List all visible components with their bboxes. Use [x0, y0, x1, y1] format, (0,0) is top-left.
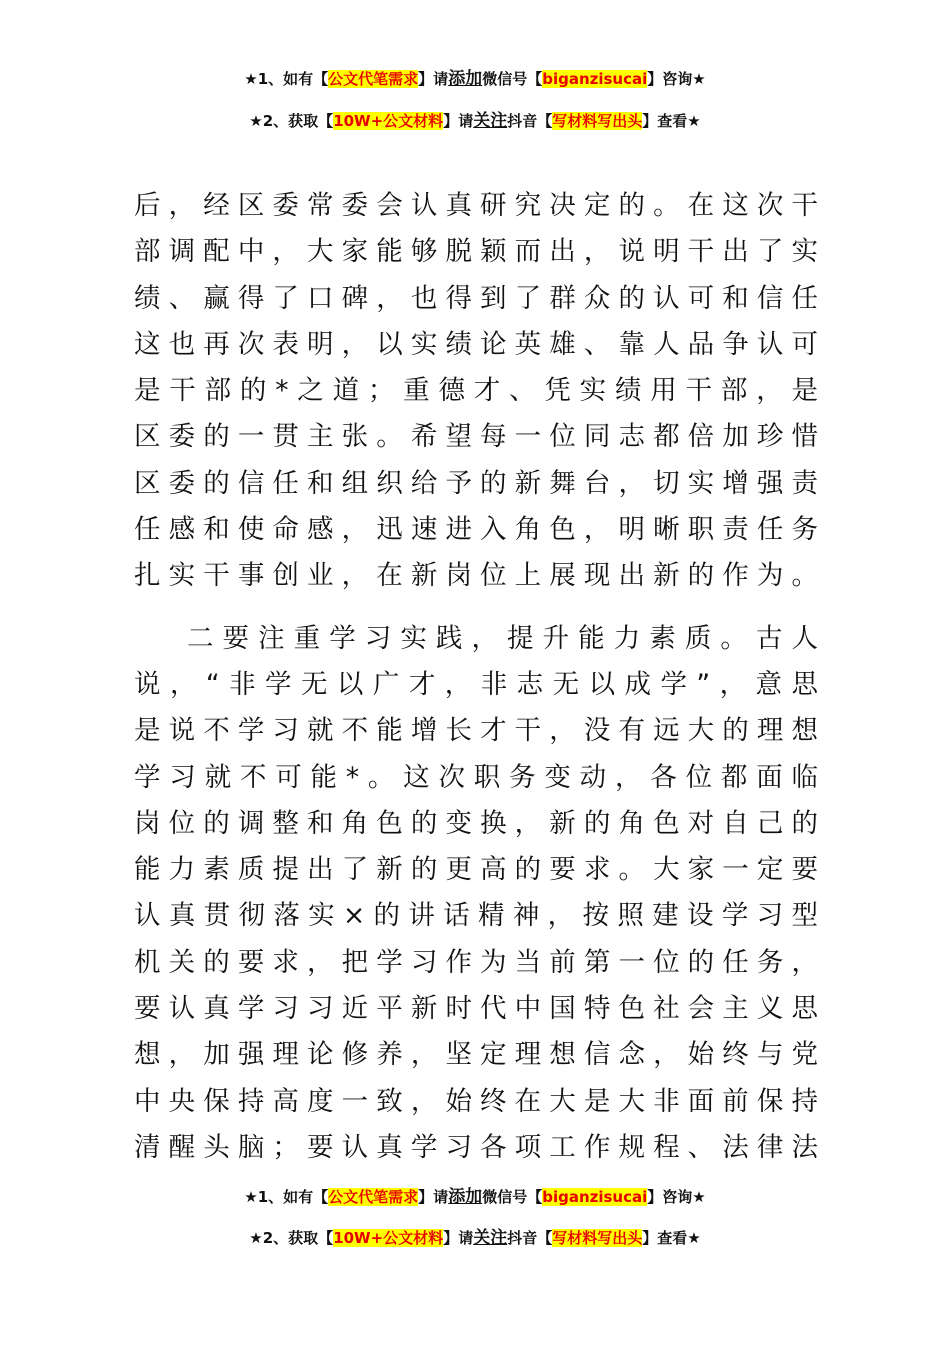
text-line: 这也再次表明，以实绩论英雄、靠人品争认可 [134, 328, 818, 360]
paragraph-2 [134, 616, 818, 1172]
text-line: 任感和使命感，迅速进入角色，明晰职责任务 [134, 514, 818, 546]
text-line: 认真贯彻落实×的讲话精神，按照建设学习型 [134, 900, 818, 932]
promo-emphasis: 关注 [473, 1228, 508, 1248]
text-line: 扎实干事创业，在新岗位上展现出新的作为。 [134, 560, 818, 592]
document-body [134, 183, 818, 1171]
text-line: 想，加强理论修养，坚定理想信念，始终与党 [134, 1039, 818, 1071]
text-line: 区委的信任和组织给予的新舞台，切实增强责 [134, 467, 818, 499]
text-line: 是说不学习就不能增长才干，没有远大的理想 [134, 715, 818, 747]
promo-line-2: ★2、获取【10W+公文材料】请关注抖音【写材料写出头】查看★ [249, 111, 701, 131]
text-line: 要认真学习习近平新时代中国特色社会主义思 [134, 993, 818, 1025]
promo-highlight-douyin: 写材料写出头 [552, 1229, 643, 1247]
footer-promo-banner [0, 1186, 950, 1249]
promo-emphasis: 关注 [473, 111, 508, 131]
text-line: 二要注重学习实践，提升能力素质。古人 [187, 622, 818, 654]
promo-emphasis: 添加 [448, 69, 483, 89]
text-line: 后，经区委常委会认真研究决定的。在这次干 [134, 190, 818, 221]
text-line: 学习就不可能*。这次职务变动，各位都面临 [134, 761, 818, 793]
text-line: 区委的一贯主张。希望每一位同志都倍加珍惜 [134, 421, 818, 453]
promo-highlight: 公文代笔需求 [328, 1188, 419, 1206]
text-line: 中央保持高度一致，始终在大是大非面前保持 [134, 1085, 818, 1117]
promo-highlight-wechat: biganzisucai [542, 1188, 648, 1206]
text-line: 说，“非学无以广才，非志无以成学”，意思 [134, 668, 818, 700]
text-line: 能力素质提出了新的更高的要求。大家一定要 [134, 854, 818, 886]
text-line: 是干部的*之道；重德才、凭实绩用干部，是 [134, 375, 818, 407]
promo-highlight: 10W+公文材料 [333, 1229, 444, 1247]
text-line: 岗位的调整和角色的变换，新的角色对自己的 [134, 807, 818, 839]
text-line: 绩、赢得了口碑，也得到了群众的认可和信任 [134, 282, 818, 314]
promo-highlight: 10W+公文材料 [333, 112, 444, 130]
promo-emphasis: 添加 [448, 1187, 483, 1207]
text-line: 清醒头脑；要认真学习各项工作规程、法律法 [134, 1131, 818, 1163]
paragraph-1 [134, 183, 818, 600]
text-line: 机关的要求，把学习作为当前第一位的任务， [134, 946, 818, 978]
promo-highlight: 公文代笔需求 [328, 70, 419, 88]
promo-highlight-douyin: 写材料写出头 [552, 112, 643, 130]
promo-line-1: ★1、如有【公文代笔需求】请添加微信号【biganzisucai】咨询★ [244, 1187, 706, 1207]
promo-line-1: ★1、如有【公文代笔需求】请添加微信号【biganzisucai】咨询★ [244, 69, 706, 89]
header-promo-banner [0, 68, 950, 132]
promo-highlight-wechat: biganzisucai [542, 70, 648, 88]
text-line: 部调配中，大家能够脱颖而出，说明干出了实 [134, 236, 818, 268]
promo-line-2: ★2、获取【10W+公文材料】请关注抖音【写材料写出头】查看★ [249, 1228, 701, 1248]
